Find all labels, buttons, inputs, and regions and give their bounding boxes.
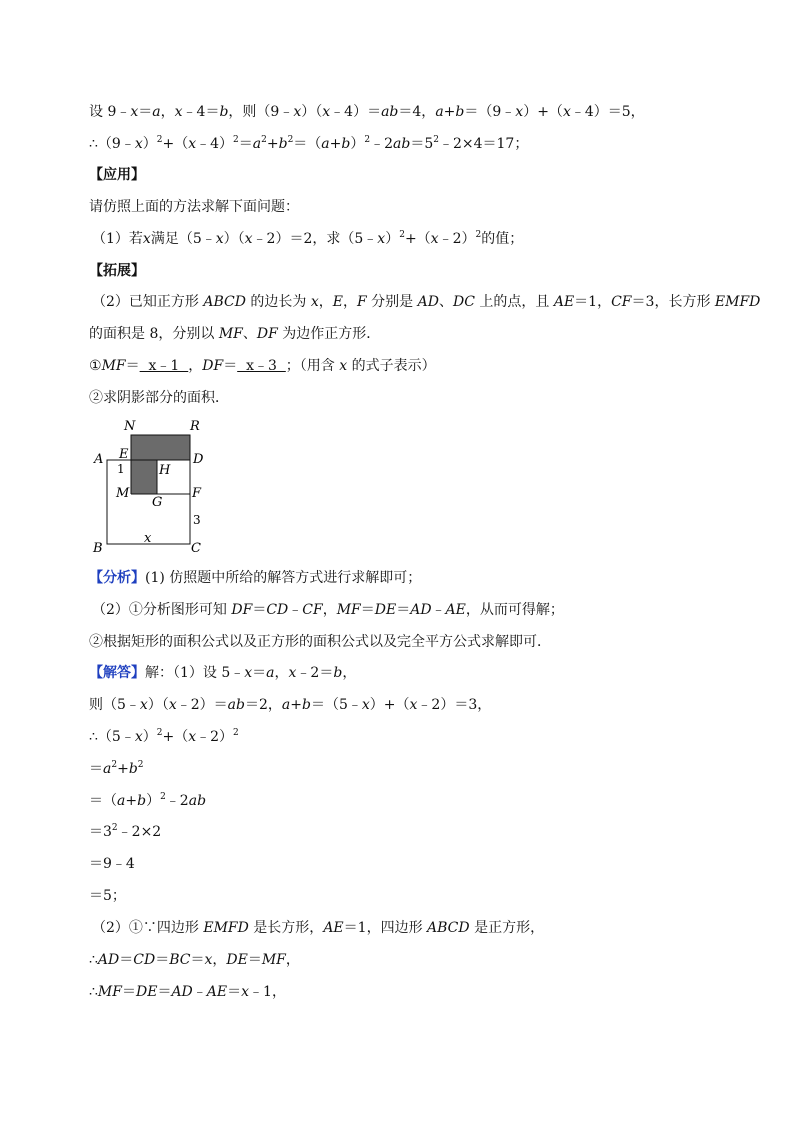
answer-line-10: ∴AD＝CD＝BC＝x，DE＝MF，	[89, 952, 300, 968]
label-H: H	[159, 463, 171, 478]
label-M: M	[116, 486, 130, 501]
analysis-line-2: （2）①分析图形可知 DF＝CD﹣CF，MF＝DE＝AD﹣AE，从而可得解；	[92, 602, 564, 618]
label-B: B	[93, 541, 103, 556]
answer-line-5: $=(a+b)^2﹣2ab$	[89, 792, 207, 809]
label-C: C	[191, 541, 201, 556]
shaded-top	[131, 435, 190, 460]
question-2-line-2: 的面积是 8，分别以 MF、DF 为边作正方形．	[89, 326, 381, 342]
answer-line-3: ∴（5﹣x）$^2$+（x﹣2）$^2$	[89, 728, 239, 745]
geometry-figure	[90, 416, 215, 556]
answer-line-1: 【解答】解：（1）设 5﹣x＝a，x﹣2＝b，	[89, 665, 357, 681]
question-2-line-1: （2）已知正方形 ABCD 的边长为 x，E，F 分别是 AD、DC 上的点，且 AE＝1，CF＝3，长方形 EMFD	[92, 294, 761, 310]
answer-line-8: ＝5；	[89, 888, 126, 904]
heading-apply: 【应用】	[89, 167, 145, 183]
label-R: R	[190, 419, 200, 434]
answer-line-2: 则（5﹣x）（x﹣2）＝ab＝2，a+b＝（5﹣x）+（x﹣2）＝3，	[89, 697, 492, 713]
question-1: （1）若x满足（5﹣x）（x﹣2）＝2，求（5﹣x）$^2$+（x﹣2）$^2$的值；	[92, 230, 524, 247]
answer-line-7: ＝9﹣4	[89, 856, 135, 872]
label-x: x	[144, 531, 152, 546]
intro-substitution-line: 设 9﹣x＝a，x﹣4＝b，则（9﹣x）（x﹣4）＝ab＝4，a+b＝（9﹣x）+（x﹣4）＝5，	[89, 104, 645, 120]
imitate-instruction: 请仿照上面的方法求解下面问题：	[89, 199, 299, 215]
label-A: A	[94, 452, 104, 467]
answer-blank-mf: x﹣1	[139, 358, 189, 374]
label-F: F	[192, 486, 202, 501]
answer-line-6: $=3^2﹣2\times 2$	[89, 823, 162, 840]
label-3: 3	[193, 513, 201, 527]
label-N: N	[124, 419, 136, 434]
answer-blank-df: x﹣3	[237, 358, 286, 374]
heading-extend: 【拓展】	[89, 263, 145, 279]
answer-line-4: $=a^2+b^2$	[89, 760, 144, 777]
answer-line-11: ∴MF＝DE＝AD﹣AE＝x﹣1，	[89, 984, 286, 1000]
label-G: G	[152, 495, 163, 510]
label-E: E	[119, 447, 129, 462]
analysis-line-1: 【分析】(1) 仿照题中所给的解答方式进行求解即可；	[89, 570, 422, 586]
label-D: D	[193, 452, 204, 467]
sub-question-2: ②求阴影部分的面积．	[89, 390, 229, 406]
intro-result-line: $\therefore(9﹣x)^2+(x﹣4)^2=a^2+b^2=(a+b)^2﹣2ab=5^2﹣2\times 4=17$；	[89, 135, 529, 152]
label-1: 1	[117, 462, 125, 476]
sub-question-1: ①MF＝ x﹣1 ，DF＝ x﹣3 ；（用含 x 的式子表示）	[89, 358, 436, 374]
shaded-left	[131, 460, 157, 494]
answer-line-9: （2）①∵四边形 EMFD 是长方形，AE＝1，四边形 ABCD 是正方形，	[92, 920, 545, 936]
analysis-line-3: ②根据矩形的面积公式以及正方形的面积公式以及完全平方公式求解即可．	[89, 634, 551, 650]
